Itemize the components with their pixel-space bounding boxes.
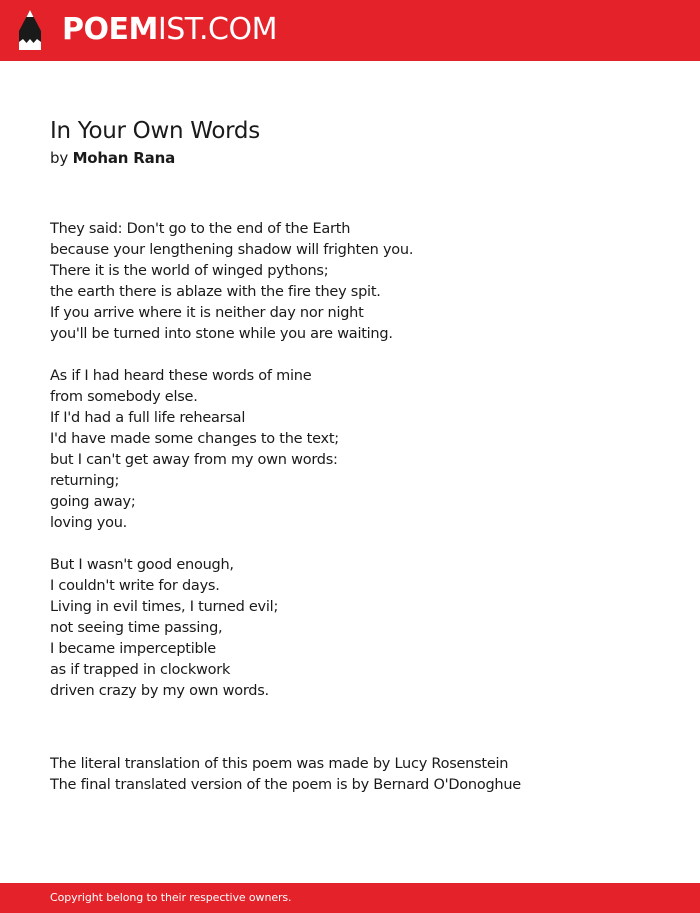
site-header (0, 0, 700, 61)
site-logo[interactable] (62, 12, 277, 48)
poem-line: going away; (50, 494, 136, 510)
poem-line: the earth there is ablaze with the fire they spit. (50, 284, 381, 300)
stanza (50, 555, 670, 702)
poem-line: They said: Don't go to the end of the Earth (50, 221, 351, 237)
poem-line: you'll be turned into stone while you are waiting. (50, 326, 393, 342)
poem-line: not seeing time passing, (50, 620, 223, 636)
poem-body (50, 219, 670, 702)
poem-line: driven crazy by my own words. (50, 683, 269, 699)
poem-line: If you arrive where it is neither day nor night (50, 305, 364, 321)
poem-author: Mohan Rana (72, 149, 175, 167)
poem-line: There it is the world of winged pythons; (50, 263, 329, 279)
translation-notes (50, 754, 670, 796)
poem-line: As if I had heard these words of mine (50, 368, 312, 384)
poem-line: I became imperceptible (50, 641, 216, 657)
site-footer (0, 883, 700, 913)
poem-line: because your lengthening shadow will frighten you. (50, 242, 414, 258)
poem-line: If I'd had a full life rehearsal (50, 410, 246, 426)
stanza (50, 219, 670, 345)
translation-note: The literal translation of this poem was made by Lucy Rosenstein (50, 756, 509, 772)
poem-line: but I can't get away from my own words: (50, 452, 338, 468)
pencil-icon[interactable] (17, 9, 43, 51)
stanza (50, 366, 670, 534)
logo-text-bold: POEM (62, 12, 158, 47)
poem-byline (50, 148, 670, 168)
logo-text-light: IST.COM (157, 12, 277, 47)
poem-line: as if trapped in clockwork (50, 662, 231, 678)
poem-line: I couldn't write for days. (50, 578, 220, 594)
translation-note: The final translated version of the poem is by Bernard O'Donoghue (50, 777, 521, 793)
poem-line: returning; (50, 473, 120, 489)
poem-line: But I wasn't good enough, (50, 557, 234, 573)
poem-line: from somebody else. (50, 389, 198, 405)
poem-title: In Your Own Words (50, 118, 260, 144)
poem-line: loving you. (50, 515, 128, 531)
poem-line: I'd have made some changes to the text; (50, 431, 339, 447)
poem-line: Living in evil times, I turned evil; (50, 599, 279, 615)
copyright-text: Copyright belong to their respective owners. (50, 891, 292, 904)
poem-content (50, 116, 670, 796)
by-label: by (50, 149, 68, 167)
